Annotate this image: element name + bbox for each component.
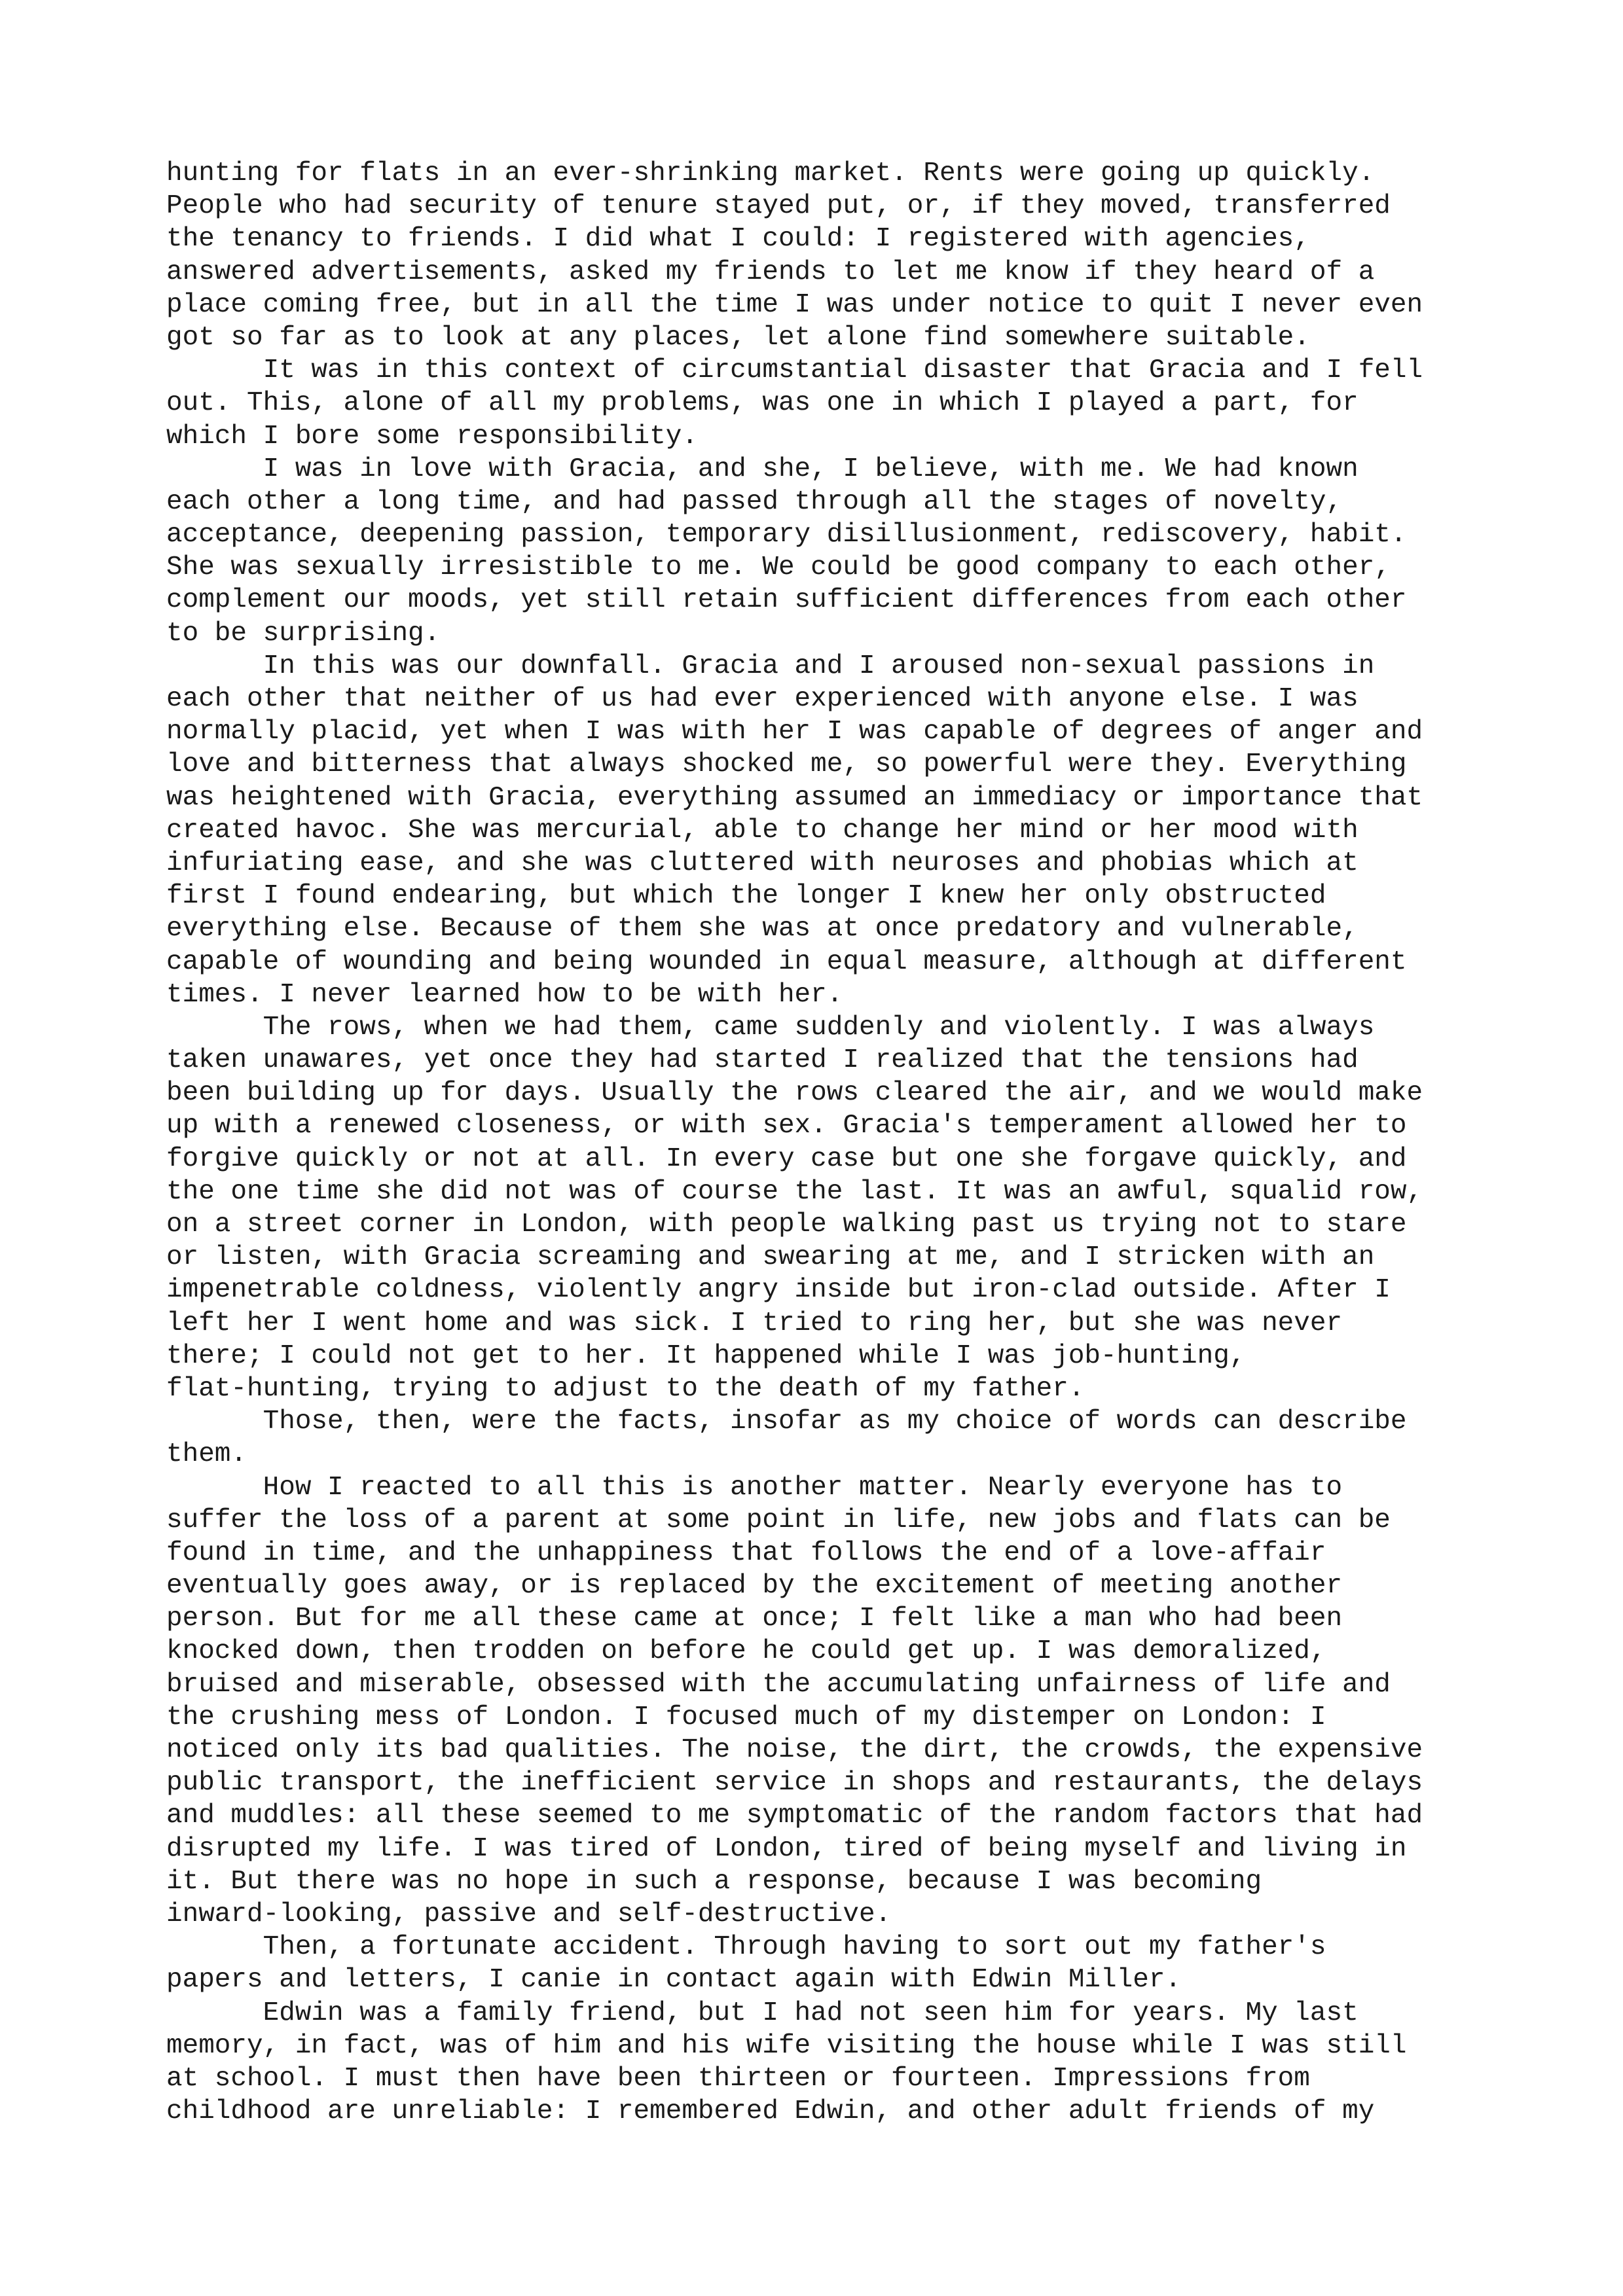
text-line: How I reacted to all this is another matter. Nearly everyone has to bbox=[166, 1472, 1343, 1503]
text-line: acceptance, deepening passion, temporary disillusionment, rediscovery, habit. bbox=[166, 520, 1407, 550]
text-line: created havoc. She was mercurial, able to change her mind or her mood with bbox=[166, 815, 1359, 846]
text-line: impenetrable coldness, violently angry inside but iron-clad outside. After I bbox=[166, 1275, 1391, 1306]
body-text bbox=[166, 157, 1541, 2128]
text-line: bruised and miserable, obsessed with the accumulating unfairness of life and bbox=[166, 1669, 1391, 1700]
text-line: I was in love with Gracia, and she, I believe, with me. We had known bbox=[166, 454, 1359, 484]
text-line: them. bbox=[166, 1439, 247, 1470]
text-line: papers and letters, I canie in contact again with Edwin Miller. bbox=[166, 1965, 1182, 1996]
text-line: It was in this context of circumstantial disaster that Gracia and I fell bbox=[166, 355, 1423, 386]
text-line: at school. I must then have been thirteen or fourteen. Impressions from bbox=[166, 2063, 1310, 2094]
text-line: first I found endearing, but which the longer I knew her only obstructed bbox=[166, 881, 1326, 912]
text-line: eventually goes away, or is replaced by the excitement of meeting another bbox=[166, 1571, 1343, 1602]
text-line: everything else. Because of them she was at once predatory and vulnerable, bbox=[166, 914, 1359, 944]
text-line: times. I never learned how to be with her. bbox=[166, 979, 843, 1010]
text-line: normally placid, yet when I was with her I was capable of degrees of anger and bbox=[166, 717, 1423, 747]
text-line: on a street corner in London, with people walking past us trying not to stare bbox=[166, 1210, 1407, 1240]
text-line: memory, in fact, was of him and his wife visiting the house while I was still bbox=[166, 2030, 1407, 2061]
text-line: answered advertisements, asked my friends to let me know if they heard of a bbox=[166, 257, 1375, 287]
text-line: The rows, when we had them, came suddenly and violently. I was always bbox=[166, 1012, 1375, 1043]
text-line: knocked down, then trodden on before he could get up. I was demoralized, bbox=[166, 1636, 1326, 1667]
text-line: place coming free, but in all the time I was under notice to quit I never even bbox=[166, 289, 1423, 320]
text-line: there; I could not get to her. It happened while I was job-hunting, bbox=[166, 1340, 1246, 1371]
text-line: found in time, and the unhappiness that follows the end of a love-affair bbox=[166, 1537, 1326, 1568]
text-line: and muddles: all these seemed to me symptomatic of the random factors that had bbox=[166, 1801, 1423, 1831]
text-line: it. But there was no hope in such a response, because I was becoming bbox=[166, 1866, 1262, 1897]
text-line: person. But for me all these came at once; I felt like a man who had been bbox=[166, 1604, 1343, 1634]
text-line: suffer the loss of a parent at some point in life, new jobs and flats can be bbox=[166, 1505, 1391, 1535]
text-line: complement our moods, yet still retain sufficient differences from each other bbox=[166, 585, 1407, 616]
text-line: public transport, the inefficient service in shops and restaurants, the delays bbox=[166, 1768, 1423, 1799]
text-line: Edwin was a family friend, but I had not seen him for years. My last bbox=[166, 1998, 1359, 2028]
text-line: out. This, alone of all my problems, was one in which I played a part, for bbox=[166, 388, 1359, 419]
text-line: inward-looking, passive and self-destructive. bbox=[166, 1899, 892, 1929]
text-line: each other a long time, and had passed through all the stages of novelty, bbox=[166, 486, 1343, 517]
text-line: the crushing mess of London. I focused much of my distemper on London: I bbox=[166, 1702, 1326, 1732]
text-line: infuriating ease, and she was cluttered with neuroses and phobias which at bbox=[166, 848, 1359, 878]
text-line: been building up for days. Usually the rows cleared the air, and we would make bbox=[166, 1078, 1423, 1109]
text-line: In this was our downfall. Gracia and I aroused non-sexual passions in bbox=[166, 651, 1375, 681]
text-line: forgive quickly or not at all. In every case but one she forgave quickly, and bbox=[166, 1143, 1407, 1174]
text-line: love and bitterness that always shocked me, so powerful were they. Everything bbox=[166, 749, 1407, 780]
text-line: each other that neither of us had ever experienced with anyone else. I was bbox=[166, 684, 1359, 714]
text-line: capable of wounding and being wounded in equal measure, although at different bbox=[166, 946, 1407, 977]
text-line: flat-hunting, trying to adjust to the death of my father. bbox=[166, 1373, 1085, 1404]
text-line: was heightened with Gracia, everything assumed an immediacy or importance that bbox=[166, 782, 1423, 813]
text-line: hunting for flats in an ever-shrinking market. Rents were going up quickly. bbox=[166, 158, 1375, 188]
text-line: up with a renewed closeness, or with sex. Gracia's temperament allowed her to bbox=[166, 1111, 1407, 1141]
text-line: Those, then, were the facts, insofar as my choice of words can describe bbox=[166, 1407, 1407, 1437]
text-line: which I bore some responsibility. bbox=[166, 421, 698, 452]
text-line: to be surprising. bbox=[166, 618, 441, 649]
text-line: got so far as to look at any places, let alone find somewhere suitable. bbox=[166, 322, 1310, 353]
text-line: the tenancy to friends. I did what I could: I registered with agencies, bbox=[166, 224, 1310, 255]
text-line: Then, a fortunate accident. Through having to sort out my father's bbox=[166, 1932, 1326, 1963]
text-line: left her I went home and was sick. I tried to ring her, but she was never bbox=[166, 1308, 1343, 1338]
text-line: disrupted my life. I was tired of London, tired of being myself and living in bbox=[166, 1833, 1407, 1864]
text-line: noticed only its bad qualities. The noise, the dirt, the crowds, the expensive bbox=[166, 1735, 1423, 1765]
text-line: People who had security of tenure stayed put, or, if they moved, transferred bbox=[166, 191, 1391, 222]
text-line: taken unawares, yet once they had started I realized that the tensions had bbox=[166, 1045, 1359, 1076]
text-line: the one time she did not was of course the last. It was an awful, squalid row, bbox=[166, 1176, 1423, 1207]
text-line: childhood are unreliable: I remembered Edwin, and other adult friends of my bbox=[166, 2096, 1375, 2127]
text-line: She was sexually irresistible to me. We could be good company to each other, bbox=[166, 552, 1391, 583]
text-line: or listen, with Gracia screaming and swearing at me, and I stricken with an bbox=[166, 1242, 1375, 1273]
